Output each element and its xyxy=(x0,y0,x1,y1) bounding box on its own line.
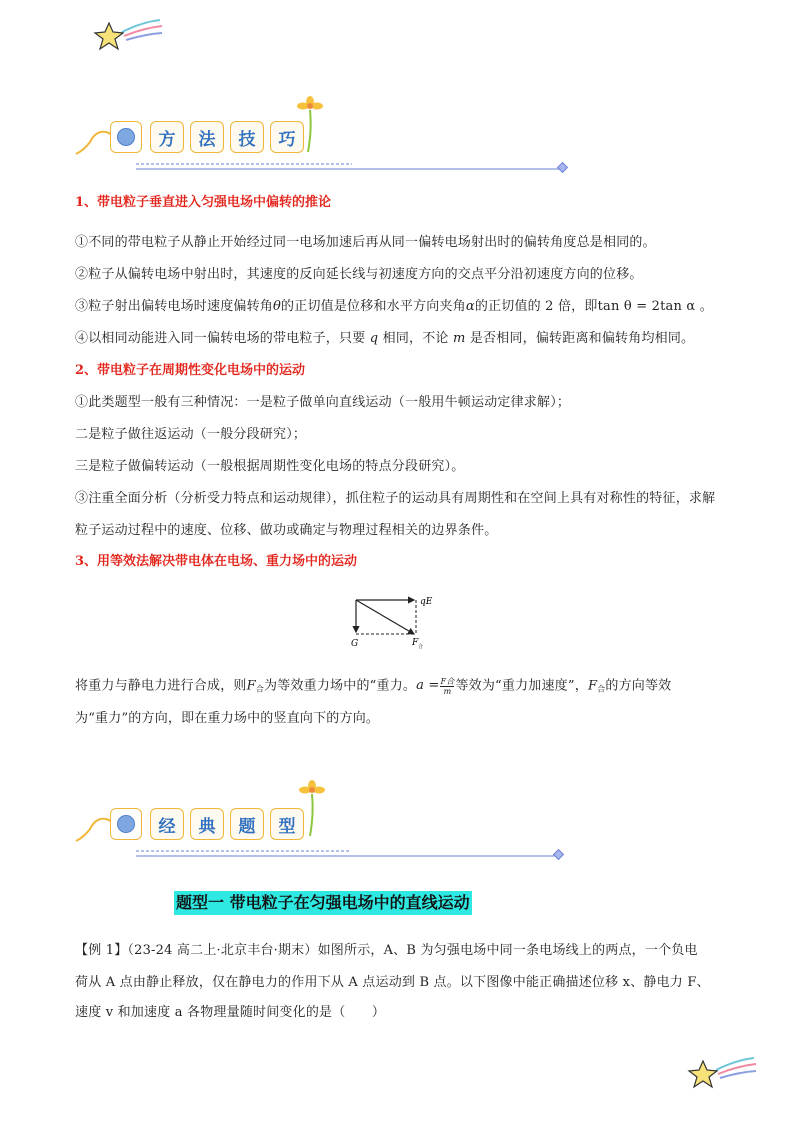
example-label: 【例 1】 xyxy=(75,943,128,958)
section-title: 1、带电粒子垂直进入匀强电场中偏转的推论 xyxy=(75,195,332,210)
header-char: 法 xyxy=(190,121,224,153)
label-F-sub: 合 xyxy=(418,644,424,650)
label-qE: qE xyxy=(420,597,433,607)
header-badge-icon xyxy=(110,121,142,153)
header-char: 题 xyxy=(230,808,264,840)
label-G: G xyxy=(351,639,359,649)
section-title: 2、带电粒子在周期性变化电场中的运动 xyxy=(75,363,306,378)
example-source: （23-24 高二上·北京丰台·期末） xyxy=(127,943,318,958)
type-title: 题型一 带电粒子在匀强电场中的直线运动 xyxy=(174,891,472,915)
example-line: 荷从 A 点由静止释放，仅在静电力的作用下从 A 点运动到 B 点。以下图像中能正确描述位移 x、静电力 F、 xyxy=(75,975,710,990)
paragraph: ③注重全面分析（分析受力特点和运动规律），抓住粒子的运动具有周期性和在空间上具有对称性的特征，求解粒子运动过程中的速度、位移、做功或确定与物理过程相关的边界条件。 xyxy=(75,491,716,538)
header-char: 方 xyxy=(150,121,184,153)
paragraph: ③粒子射出偏转电场时速度偏转角θ的正切值是位移和水平方向夹角α的正切值的 2 倍，即tan θ = 2tan α 。 xyxy=(75,299,713,314)
paragraph: 三是粒子做偏转运动（一般根据周期性变化电场的特点分段研究）。 xyxy=(75,459,465,474)
star-decoration-top xyxy=(92,18,164,58)
section-title: 3、用等效法解决带电体在电场、重力场中的运动 xyxy=(75,554,358,569)
paragraph: ④以相同动能进入同一偏转电场的带电粒子，只要 q 相同，不论 m 是否相同，偏转距离和偏转角均相同。 xyxy=(75,331,695,346)
header-char: 技 xyxy=(230,121,264,153)
star-decoration-bottom xyxy=(686,1056,758,1096)
header-underline xyxy=(136,160,572,174)
paragraph: 二是粒子做往返运动（一般分段研究）； xyxy=(75,427,307,442)
flower-icon xyxy=(296,94,326,154)
header-char: 典 xyxy=(190,808,224,840)
header-underline xyxy=(136,847,572,861)
paragraph: 为“重力”的方向，即在重力场中的竖直向下的方向。 xyxy=(75,711,380,726)
header-char: 巧 xyxy=(270,121,304,153)
header-badge-icon xyxy=(110,808,142,840)
paragraph: ②粒子从偏转电场中射出时，其速度的反向延长线与初速度方向的交点平分沿初速度方向的位移。 xyxy=(75,267,643,282)
paragraph: 将重力与静电力进行合成，则$F_合$为等效重力场中的“重力。a = F合 m 等效为“重力加速度”，$F_合$的方向等效 xyxy=(75,676,672,696)
resultant-arrow xyxy=(356,600,414,634)
label-F: F xyxy=(412,638,419,648)
header-char: 型 xyxy=(270,808,304,840)
paragraph: ①不同的带电粒子从静止开始经过同一电场加速后再从同一偏转电场射出时的偏转角度总是相同的。 xyxy=(75,235,656,250)
formula: tan θ = 2tan α xyxy=(597,299,696,314)
example-line: 速度 v 和加速度 a 各物理量随时间变化的是（ ） xyxy=(75,1005,386,1020)
example-line: 【例 1】（23-24 高二上·北京丰台·期末）如图所示，A、B 为匀强电场中同一条电场线上的两点，一个负电 xyxy=(75,943,698,958)
fraction: F合 m xyxy=(440,676,455,696)
header-char: 经 xyxy=(150,808,184,840)
force-diagram xyxy=(348,592,438,654)
flower-icon xyxy=(298,778,328,838)
paragraph: ①此类题型一般有三种情况：一是粒子做单向直线运动（一般用牛顿运动定律求解）； xyxy=(75,395,571,410)
